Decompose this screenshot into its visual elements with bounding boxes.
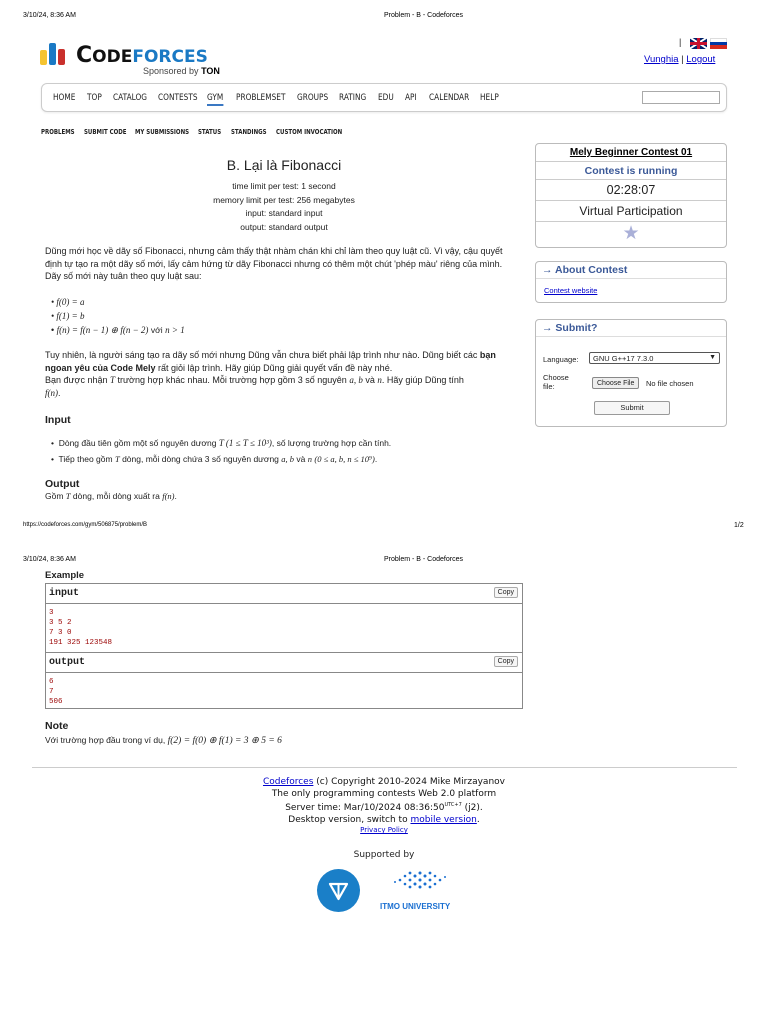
note-title: Note [45, 720, 69, 732]
brand-c: C [76, 43, 93, 68]
star-icon[interactable]: ★ [622, 223, 640, 244]
nav-top[interactable]: TOP [87, 93, 102, 103]
username-link[interactable]: Vunghia [644, 54, 679, 65]
in2-c: và [296, 454, 306, 464]
in1-math: T (1 ≤ T ≤ 10³) [218, 438, 272, 448]
in2-vars: a, b [281, 454, 295, 464]
legend-3e: . [58, 387, 61, 398]
legend-2a: Tuy nhiên, là người sáng tạo ra dãy số mới nhưng Dũng vẫn chưa biết phải lập trình như nào. Dũng biết các [45, 350, 478, 360]
copy-input-button[interactable]: Copy [494, 587, 518, 598]
legend-2c: rất giỏi lập trình. Hãy giúp Dũng giải quyết vấn đề này nhé. [158, 362, 393, 373]
subnav-submit-code[interactable]: SUBMIT CODE [84, 128, 127, 136]
footer-divider [32, 767, 737, 768]
footer-codeforces-link[interactable]: Codeforces [262, 777, 314, 787]
footer-dot: . [476, 814, 480, 825]
subnav-standings[interactable]: STANDINGS [231, 128, 267, 136]
sponsor-line [143, 66, 220, 76]
english-flag-icon[interactable] [690, 38, 707, 49]
choose-file-label: Choose file: [543, 373, 569, 391]
out-a: Gồm [45, 491, 64, 501]
legend-3-f: f(n) [45, 387, 58, 398]
rule-3: • f(n) = f(n − 1) ⊕ f(n − 2) với n > 1 [51, 325, 185, 335]
in2-d: . [374, 454, 378, 464]
nav-rating[interactable]: RATING [339, 93, 367, 103]
input-line: 3 [49, 609, 54, 617]
mobile-version-link[interactable]: mobile version [410, 814, 477, 825]
example-title: Example [45, 570, 85, 581]
rule-3-cond: n > 1 [165, 325, 185, 335]
footer-desktop: Desktop version, switch to [288, 814, 408, 825]
in2-n: n [307, 454, 313, 464]
submit-box [535, 319, 727, 427]
brand-forces: FORCES [132, 47, 208, 67]
legend-3-T: T [109, 375, 115, 385]
memory-limit: memory limit per test: 256 megabytes [213, 194, 355, 205]
input-line: 191 325 123548 [49, 639, 113, 647]
itmo-name: ITMO UNIVERSITY [380, 902, 451, 911]
input-line: 3 5 2 [49, 619, 72, 627]
input-content [46, 604, 522, 652]
sponsor-name: TON [201, 66, 220, 76]
footer-utc: UTC+7 [444, 802, 462, 808]
output-content [46, 673, 522, 711]
language-label: Language: [543, 355, 579, 364]
note-math: f(2) = f(0) ⊕ f(1) = 3 ⊕ 5 = 6 [167, 736, 282, 746]
contest-timer: 02:28:07 [536, 180, 726, 201]
footer-j2: (j2). [464, 803, 483, 813]
rule-3-text: f(n) = f(n − 1) ⊕ f(n − 2) [56, 325, 149, 335]
out-f: f(n) [162, 491, 175, 501]
subnav-status[interactable]: STATUS [198, 128, 222, 136]
submit-title: → Submit? [536, 320, 726, 337]
output-label: output [49, 657, 86, 668]
problem-limits [45, 180, 523, 234]
nav-api[interactable]: API [405, 93, 417, 103]
print-url: https://codeforces.com/gym/506875/problem/B [23, 522, 148, 528]
output-line: 7 [49, 688, 54, 696]
nav-gym[interactable]: GYM [207, 93, 223, 106]
print-title-2: Problem - B - Codeforces [384, 556, 463, 563]
out-T: T [65, 491, 71, 501]
itmo-logo-icon[interactable] [392, 868, 454, 892]
subnav-problems[interactable]: PROBLEMS [41, 128, 75, 136]
virtual-participation: Virtual Participation [536, 201, 726, 222]
nav-groups[interactable]: GROUPS [297, 93, 329, 103]
legend-3-n: n [377, 375, 382, 385]
input-line-1: • Dòng đầu tiên gồm một số nguyên dương T (1 ≤ T ≤ 10³), số lượng trường hợp cần tính. [51, 438, 392, 448]
in2-a: Tiếp theo gồm [58, 454, 113, 464]
problem-legend: Dũng mới học về dãy số Fibonacci, nhưng cảm thấy thật nhàm chán khi chỉ làm theo quy luật cũ. Vì vậy, cậu quyết định tự tạo ra một dãy số mới, lấy cảm hứng từ dãy Fibonacci nhưng có thêm một chút 'phép màu' riêng của mình. Dãy số mới này tuân theo quy luật sau: [45, 246, 503, 281]
example-input [45, 583, 523, 653]
nav-problemset[interactable]: PROBLEMSET [236, 93, 286, 103]
input-label: input [49, 588, 80, 599]
out-b: dòng, mỗi dòng xuất ra [72, 491, 160, 501]
submit-button[interactable]: Submit [594, 401, 670, 415]
copy-output-button[interactable]: Copy [494, 656, 518, 667]
legend-3-vars: a, b [349, 375, 363, 385]
sponsored-by: Sponsored by [143, 66, 199, 76]
rule-1: • f(0) = a [51, 297, 85, 307]
chevron-down-icon: ▼ [709, 354, 716, 361]
footer-server-time: Server time: Mar/10/2024 08:36:50 [285, 803, 445, 813]
language-value: GNU G++17 7.3.0 [593, 354, 654, 363]
in2-math: (0 ≤ a, b, n ≤ 10⁹) [314, 454, 375, 464]
input-line: 7 3 0 [49, 629, 72, 637]
logout-link[interactable]: Logout [686, 54, 716, 65]
input-line-2: • Tiếp theo gồm T dòng, mỗi dòng chứa 3 số nguyên dương a, b và n (0 ≤ a, b, n ≤ 10⁹). [51, 454, 378, 464]
print-datetime-2: 3/10/24, 8:36 AM [23, 556, 76, 563]
out-c: . [174, 491, 177, 501]
supported-by: Supported by [353, 850, 415, 860]
problem-title: B. Lại là Fibonacci [226, 157, 342, 173]
time-limit: time limit per test: 1 second [232, 181, 336, 191]
input-section-title: Input [45, 414, 71, 426]
output-line: 6 [49, 678, 54, 686]
contest-status: Contest is running [536, 162, 726, 180]
legend-3a: Bạn được nhận [45, 375, 108, 385]
print-title: Problem - B - Codeforces [384, 12, 463, 19]
russian-flag-icon[interactable] [710, 38, 727, 49]
contest-sidebox [535, 143, 727, 248]
note-text [45, 734, 282, 748]
legend-3d: . Hãy giúp Dũng tính [381, 375, 464, 385]
nav-calendar[interactable]: CALENDAR [429, 93, 470, 103]
search-input[interactable] [642, 91, 720, 104]
legend-paragraph-2 [45, 349, 523, 399]
print-datetime: 3/10/24, 8:36 AM [23, 12, 76, 19]
footer-line-2: The only programming contests Web 2.0 platform [271, 788, 497, 799]
choose-file-button[interactable]: Choose File [592, 377, 639, 389]
nav-contests[interactable]: CONTESTS [158, 93, 198, 103]
in1-b: , số lượng trường hợp cần tính. [271, 438, 392, 448]
contest-name-link[interactable]: Mely Beginner Contest 01 [569, 147, 693, 158]
note-a: Với trường hợp đầu trong ví dụ, [45, 735, 166, 745]
footer [0, 777, 768, 835]
user-links [644, 54, 715, 65]
in1-a: Dòng đầu tiên gồm một số nguyên dương [58, 438, 217, 448]
rule-1-text: f(0) = a [56, 297, 85, 307]
privacy-policy-link[interactable]: Privacy Policy [360, 826, 408, 834]
about-contest-box [535, 261, 727, 303]
legend-3b: trường hợp khác nhau. Mỗi trường hợp gồm 3 số nguyên [117, 375, 347, 385]
about-contest-title: → About Contest [536, 262, 726, 279]
output-section-title: Output [45, 478, 80, 490]
input-file: input: standard input [245, 208, 323, 219]
subnav-my-submissions[interactable]: MY SUBMISSIONS [135, 128, 190, 136]
legend-3c: và [365, 375, 375, 385]
in2-b: dòng, mỗi dòng chứa 3 số nguyên dương [122, 454, 279, 464]
ton-logo-icon[interactable] [317, 869, 360, 912]
output-file: output: standard output [240, 221, 328, 232]
legend-2-bold: bạn ngoan yêu của Code Mely [45, 350, 496, 373]
rule-3-tail: với [150, 325, 163, 335]
in2-T: T [114, 454, 120, 464]
input-header [46, 584, 522, 604]
subnav-custom-invocation[interactable]: CUSTOM INVOCATION [276, 128, 343, 136]
output-line [45, 490, 177, 503]
nav-edu[interactable]: EDU [378, 93, 394, 103]
footer-copyright: (c) Copyright 2010-2024 Mike Mirzayanov [316, 777, 505, 787]
nav-help[interactable]: HELP [480, 93, 499, 103]
no-file-text: No file chosen [646, 379, 694, 388]
print-page: 1/2 [734, 522, 744, 529]
output-header [46, 653, 522, 673]
codeforces-logo-icon[interactable] [40, 43, 68, 65]
output-line: 506 [49, 698, 63, 706]
lang-separator: | [679, 37, 682, 47]
nav-home[interactable]: HOME [53, 93, 76, 103]
brand-ode: ODE [92, 47, 133, 67]
example-output [45, 652, 523, 709]
user-separator: | [681, 54, 684, 65]
rule-2-text: f(1) = b [56, 311, 85, 321]
rule-2: • f(1) = b [51, 311, 85, 321]
nav-catalog[interactable]: CATALOG [113, 93, 147, 103]
language-select[interactable] [589, 352, 720, 364]
contest-website-link[interactable]: Contest website [544, 286, 598, 295]
